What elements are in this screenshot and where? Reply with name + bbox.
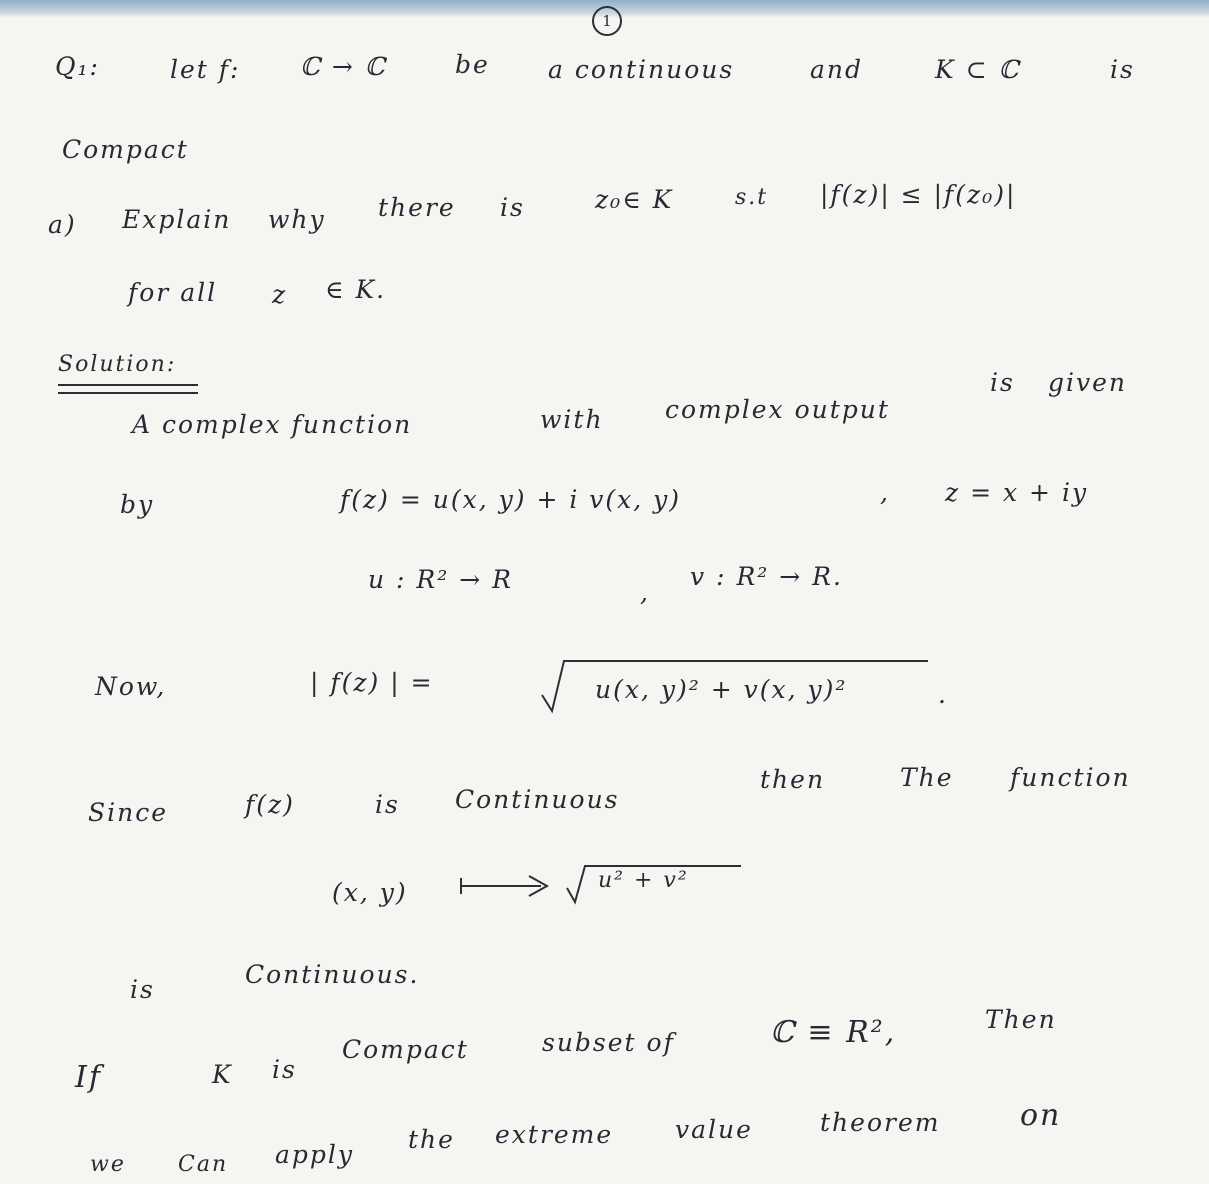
- comma: ,: [640, 578, 650, 607]
- part-a-text: ∈ K.: [325, 275, 387, 304]
- part-a-text: there: [378, 193, 456, 222]
- question-text: be: [455, 50, 490, 79]
- solution-text: A complex function: [132, 410, 413, 439]
- solution-heading: Solution:: [58, 352, 177, 377]
- map-u: u : R² → R: [368, 565, 513, 594]
- solution-text: is: [130, 975, 155, 1004]
- mapsto-arrow-icon: [455, 870, 555, 900]
- question-text: and: [810, 55, 864, 84]
- part-a-text: is: [500, 193, 525, 222]
- solution-text: is: [375, 790, 400, 819]
- solution-text: extreme: [495, 1120, 614, 1149]
- question-label: Q₁:: [55, 52, 100, 81]
- question-text: let f:: [170, 55, 241, 84]
- solution-text: Continuous: [455, 785, 620, 814]
- solution-text: Compact: [342, 1035, 469, 1064]
- solution-underline: [58, 384, 198, 394]
- solution-text: subset of: [542, 1028, 675, 1057]
- comma: ,: [880, 478, 890, 507]
- solution-text: we: [90, 1152, 126, 1177]
- part-a-text: z: [272, 280, 288, 309]
- solution-text: K: [212, 1060, 233, 1089]
- solution-text: with: [540, 405, 604, 434]
- solution-text: f(z): [245, 790, 295, 819]
- solution-text: Can: [178, 1152, 229, 1177]
- part-a-label: a): [48, 210, 77, 239]
- radicand: u(x, y)² + v(x, y)²: [595, 675, 848, 704]
- modulus-lhs: | f(z) | =: [310, 668, 434, 697]
- solution-text: value: [675, 1115, 753, 1144]
- solution-text: theorem: [820, 1108, 941, 1137]
- question-text: K ⊂ ℂ: [935, 55, 1021, 84]
- part-a-text: for all: [128, 278, 218, 307]
- solution-text: apply: [275, 1140, 355, 1169]
- solution-text: If: [75, 1060, 102, 1095]
- question-text: ℂ → ℂ: [300, 52, 387, 81]
- solution-text: Since: [88, 798, 169, 827]
- part-a-inequality: |f(z)| ≤ |f(z₀)|: [820, 180, 1017, 209]
- solution-text: given: [1048, 368, 1128, 397]
- solution-by: by: [120, 490, 155, 519]
- part-a-text: s.t: [735, 185, 769, 210]
- solution-text: is: [272, 1055, 297, 1084]
- radicand: u² + v²: [598, 868, 689, 893]
- solution-text: function: [1010, 763, 1131, 792]
- question-text: a continuous: [548, 55, 735, 84]
- question-compact: Compact: [62, 135, 189, 164]
- question-text: is: [1110, 55, 1135, 84]
- solution-text: the: [408, 1125, 455, 1154]
- part-a-text: z₀∈ K: [595, 185, 674, 214]
- part-a-text: why: [268, 205, 326, 234]
- solution-text: is: [990, 368, 1015, 397]
- map-domain: (x, y): [332, 878, 408, 907]
- equation-f: f(z) = u(x, y) + i v(x, y): [340, 485, 682, 514]
- solution-text: on: [1020, 1098, 1062, 1133]
- solution-text: Continuous.: [245, 960, 420, 989]
- solution-text: The: [900, 763, 954, 792]
- solution-now: Now,: [95, 672, 167, 701]
- solution-text: Then: [985, 1005, 1057, 1034]
- solution-text: complex output: [665, 395, 890, 424]
- page-number-circle: 1: [592, 6, 622, 36]
- map-v: v : R² → R.: [690, 562, 843, 591]
- solution-text: then: [760, 765, 826, 794]
- equation-z: z = x + iy: [945, 478, 1089, 507]
- solution-text: ℂ ≡ R²,: [770, 1015, 897, 1050]
- period: .: [938, 680, 948, 709]
- part-a-text: Explain: [122, 205, 232, 234]
